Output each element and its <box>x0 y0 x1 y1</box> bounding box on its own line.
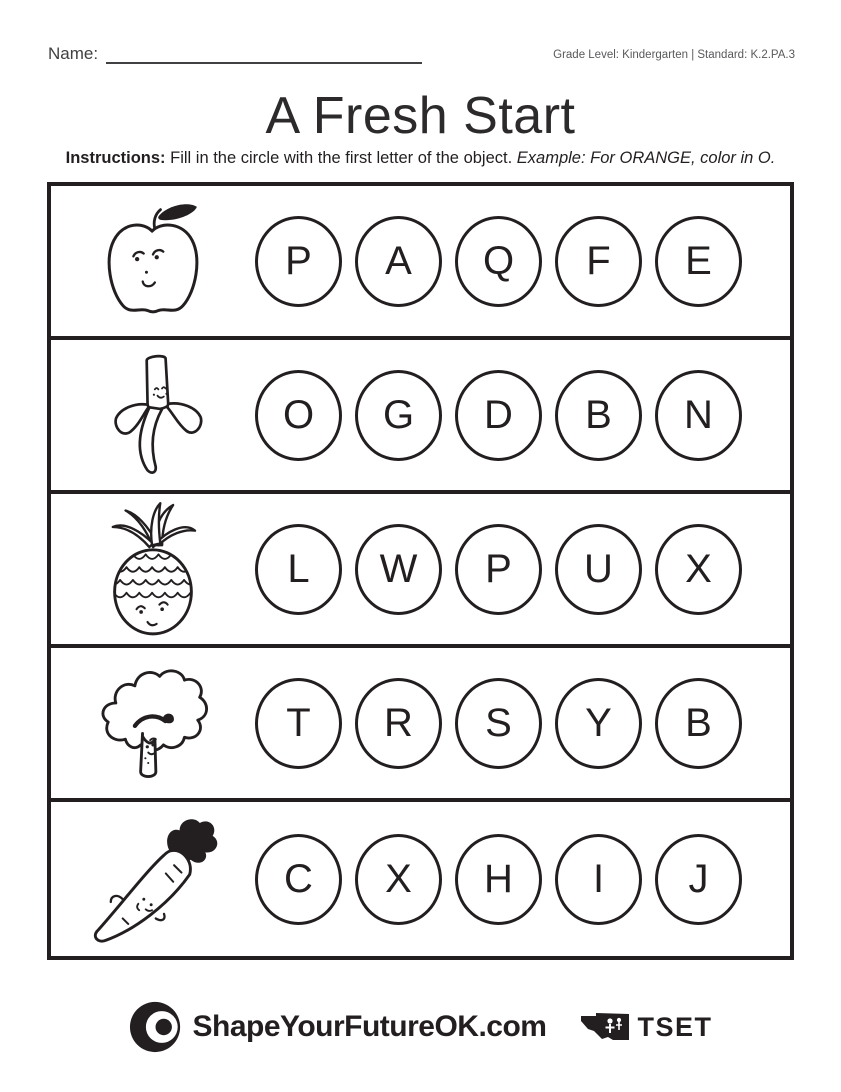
worksheet-table <box>47 182 794 960</box>
letter-circle[interactable]: B <box>655 678 742 769</box>
banana-illustration <box>51 349 255 481</box>
instructions-label: Instructions: <box>65 149 166 167</box>
page-title: A Fresh Start <box>265 87 576 145</box>
letter-circle[interactable]: X <box>355 834 442 925</box>
row-pineapple <box>51 494 790 648</box>
instructions <box>0 149 841 168</box>
letter-circle[interactable]: W <box>355 524 442 615</box>
letter-circle[interactable]: S <box>455 678 542 769</box>
letter-circle[interactable]: Y <box>555 678 642 769</box>
name-input-line[interactable] <box>106 48 422 64</box>
letter-circle[interactable]: T <box>255 678 342 769</box>
tset-oklahoma-logo-icon <box>580 1012 630 1042</box>
tset-label: TSET <box>637 1011 713 1042</box>
instructions-example: Example: For ORANGE, color in O. <box>516 149 776 167</box>
letter-circle[interactable]: E <box>655 216 742 307</box>
pineapple-illustration <box>51 499 255 639</box>
letter-circle[interactable]: B <box>555 370 642 461</box>
apple-illustration <box>51 199 255 323</box>
page-header <box>48 44 795 64</box>
letter-circle[interactable]: P <box>455 524 542 615</box>
letter-circles-row-4 <box>255 678 742 769</box>
letter-circle[interactable]: L <box>255 524 342 615</box>
name-label: Name: <box>48 44 99 63</box>
shape-your-future-logo-icon <box>129 1000 183 1054</box>
letter-circle[interactable]: R <box>355 678 442 769</box>
tset-logo-block <box>580 1012 712 1043</box>
letter-circle[interactable]: G <box>355 370 442 461</box>
letter-circle[interactable]: N <box>655 370 742 461</box>
letter-circle[interactable]: P <box>255 216 342 307</box>
letter-circle[interactable]: X <box>655 524 742 615</box>
letter-circles-row-1 <box>255 216 742 307</box>
letter-circle[interactable]: A <box>355 216 442 307</box>
carrot-icon <box>86 812 220 946</box>
row-carrot <box>51 802 790 956</box>
letter-circle[interactable]: C <box>255 834 342 925</box>
letter-circles-row-3 <box>255 524 742 615</box>
letter-circle[interactable]: U <box>555 524 642 615</box>
apple-icon <box>97 199 209 323</box>
letter-circle[interactable]: F <box>555 216 642 307</box>
carrot-illustration <box>51 812 255 946</box>
footer-website: ShapeYourFutureOK.com <box>192 1010 547 1043</box>
letter-circle[interactable]: O <box>255 370 342 461</box>
letter-circle[interactable]: Q <box>455 216 542 307</box>
broccoli-icon <box>93 663 213 783</box>
letter-circle[interactable]: I <box>555 834 642 925</box>
letter-circle[interactable]: H <box>455 834 542 925</box>
name-field-block <box>48 44 422 64</box>
instructions-body: Fill in the circle with the first letter of the object. <box>165 149 517 167</box>
broccoli-illustration <box>51 663 255 783</box>
row-broccoli <box>51 648 790 802</box>
letter-circle[interactable]: J <box>655 834 742 925</box>
page-footer <box>0 1000 841 1054</box>
letter-circle[interactable]: D <box>455 370 542 461</box>
letter-circles-row-5 <box>255 834 742 925</box>
row-apple <box>51 186 790 340</box>
grade-standard-text: Grade Level: Kindergarten | Standard: K.2.PA.3 <box>553 49 795 61</box>
letter-circles-row-2 <box>255 370 742 461</box>
banana-icon <box>99 349 207 481</box>
row-banana <box>51 340 790 494</box>
pineapple-icon <box>100 499 206 639</box>
